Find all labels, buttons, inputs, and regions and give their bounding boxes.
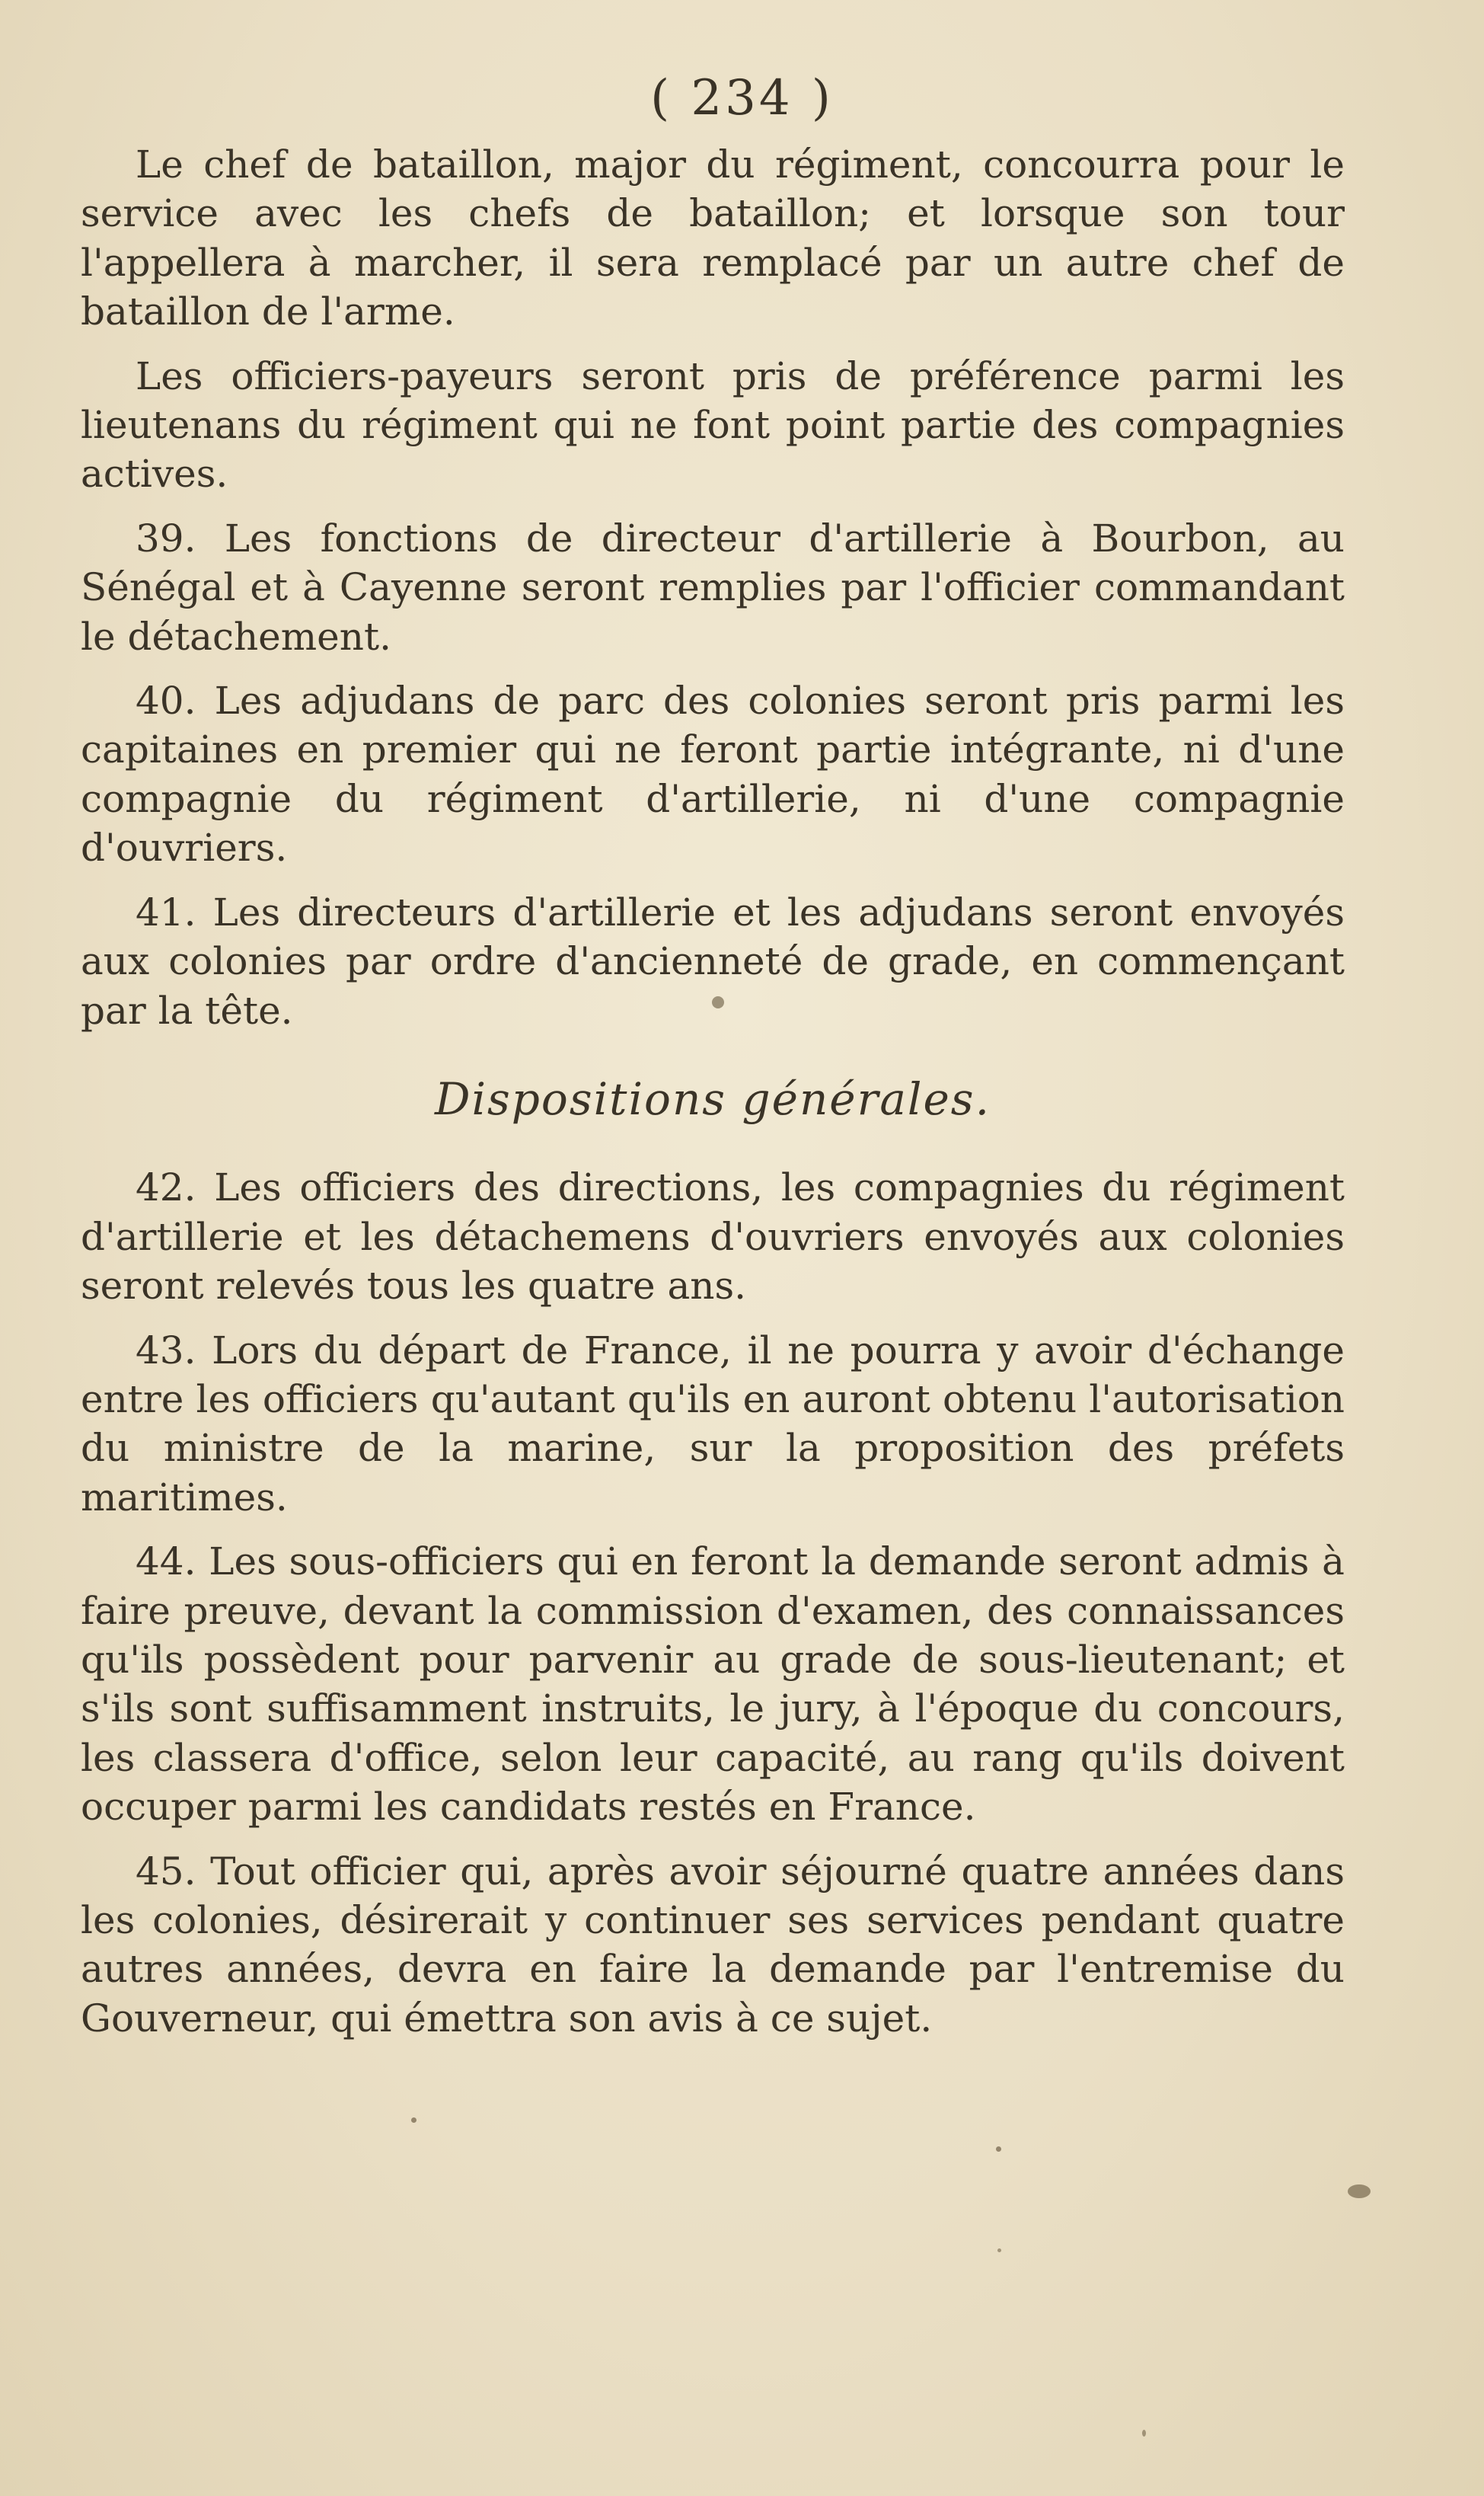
paragraph-article-44: 44. Les sous-officiers qui en feront la demande seront admis à faire preuve, devant la commission d'examen, des connaissances qu'ils possèdent pour parvenir au grade de sous-lieutenant; et s'ils sont suffisamment instruits, le jury, à l'époque du concours, les classera d'office, selon leur capacité, au rang qu'ils doivent occuper parmi les candidats restés en France.: [81, 1539, 1345, 1830]
paragraph-article-45: 45. Tout officier qui, après avoir séjourné quatre années dans les colonies, désirerait y continuer ses services pendant quatre autres années, devra en faire la demande par l'entremise du Gouverneur, qui émettra son avis à ce sujet.: [81, 1849, 1345, 2041]
paragraph-article-43: 43. Lors du départ de France, il ne pourra y avoir d'échange entre les officiers qu'autant qu'ils en auront obtenu l'autorisation du ministre de la marine, sur la proposition des préfets maritimes.: [81, 1328, 1345, 1520]
paper-speck: [1142, 2430, 1146, 2437]
paragraph-article-41: 41. Les directeurs d'artillerie et les adjudans seront envoyés aux colonies par ordre d'ancienneté de grade, en commençant par la tête.: [81, 890, 1345, 1033]
paper-speck: [996, 2146, 1001, 2152]
paper-speck: [997, 2248, 1001, 2252]
paper-speck: [1348, 2184, 1371, 2198]
section-heading: Dispositions générales.: [434, 1072, 991, 1125]
page-number: ( 234 ): [650, 70, 834, 126]
paragraph-article-40: 40. Les adjudans de parc des colonies seront pris parmi les capitaines en premier qui ne feront partie intégrante, ni d'une compagnie du régiment d'artillerie, ni d'une compagnie d'ouvriers.: [81, 679, 1345, 871]
paper-speck: [411, 2117, 416, 2123]
paragraph-article-42: 42. Les officiers des directions, les compagnies du régiment d'artillerie et les détachemens d'ouvriers envoyés aux colonies seront relevés tous les quatre ans.: [81, 1165, 1345, 1309]
paragraph-officiers-payeurs: Les officiers-payeurs seront pris de préférence parmi les lieutenans du régiment qui ne font point partie des compagnies actives.: [81, 353, 1345, 497]
paragraph-chef-de-bataillon: Le chef de bataillon, major du régiment, concourra pour le service avec les chefs de bataillon; et lorsque son tour l'appellera à marcher, il sera remplacé par un autre chef de bataillon de l'arme.: [81, 142, 1345, 334]
paragraph-article-39: 39. Les fonctions de directeur d'artillerie à Bourbon, au Sénégal et à Cayenne seront remplies par l'officier commandant le détachement.: [81, 516, 1345, 659]
body-text: [81, 140, 1345, 2058]
paper-speck: [712, 996, 724, 1008]
